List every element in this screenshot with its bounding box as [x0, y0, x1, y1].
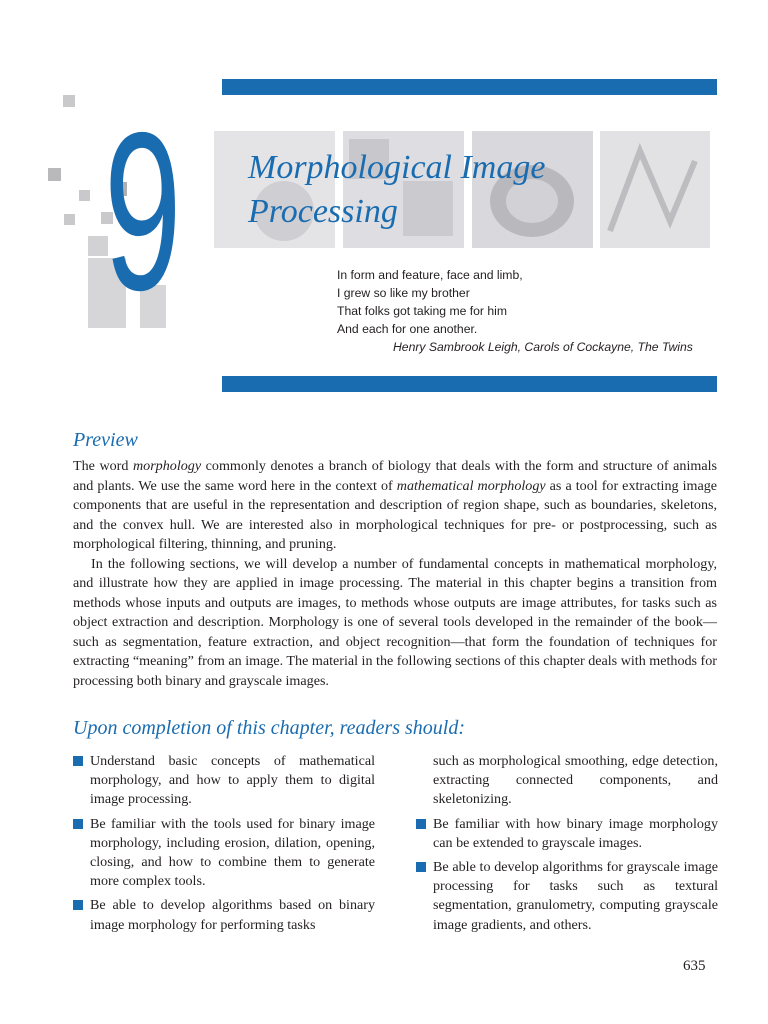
objective-continuation: such as morphological smoothing, edge detection, extracting connected components, and skeletonizing.: [433, 753, 718, 808]
epigraph-line: That folks got taking me for him: [337, 304, 508, 318]
epigraph: [337, 266, 717, 356]
blue-square-bullet-icon: [416, 862, 426, 872]
emphasis-term: mathematical morphology: [396, 477, 546, 494]
chapter-number: 9: [104, 85, 180, 337]
emphasis-term: morphology: [132, 458, 202, 474]
page-number: 635: [683, 958, 706, 974]
preview-paragraph: In the following sections, we will develop a number of fundamental concepts in mathematical morphology, and illustrate how they are applied in image processing. The material in this chapter begins a transition from methods whose inputs and outputs are images, to methods whose outputs are image attributes, for tasks such as object extraction and description. Morphology is one of several tools developed in the remainder of the book—such as segmentation, feature extraction, and object recognition—that form the foundation of techniques for extracting “meaning” from an image. The material in the following sections of this chapter deals with methods for processing both binary and grayscale images.: [73, 555, 717, 689]
blue-square-bullet-icon: [416, 819, 426, 829]
text-run: commonly denotes a branch of biology that deals with the form and structure of animals and plants. We use the same word here in the context of: [73, 458, 717, 494]
text-run: The word: [73, 458, 133, 474]
objective-item: [416, 858, 718, 935]
preview-body: [73, 457, 717, 691]
objective-text: Be familiar with how binary image morphology can be extended to grayscale images.: [433, 815, 718, 851]
header-rule-bottom: [222, 376, 717, 392]
preview-paragraph: [73, 457, 717, 555]
objective-item: [73, 815, 375, 892]
blue-square-bullet-icon: [73, 756, 83, 766]
epigraph-line: And each for one another.: [337, 322, 478, 336]
epigraph-line: In form and feature, face and limb,: [337, 268, 523, 282]
objective-text: Be able to develop algorithms based on binary image morphology for performing tasks: [90, 897, 375, 933]
chapter-title: [248, 146, 648, 234]
blue-square-bullet-icon: [73, 819, 83, 829]
objective-item: [73, 752, 375, 810]
chapter-title-line: Morphological Image: [248, 149, 546, 186]
text-run: as a tool for extracting image components that are useful in the representation and description of region shape, such as boundaries, skeletons, and the convex hull. We are interested also in morphological techniques for pre- or postprocessing, such as morphological filtering, thinning, and pruning.: [73, 477, 718, 552]
header-rule-top: [222, 79, 717, 95]
epigraph-line: I grew so like my brother: [337, 286, 470, 300]
blue-square-bullet-icon: [73, 900, 83, 910]
objectives-heading: Upon completion of this chapter, readers should:: [73, 717, 466, 739]
epigraph-attribution: Henry Sambrook Leigh, Carols of Cockayne, The Twins: [393, 340, 693, 354]
preview-heading: Preview: [73, 429, 138, 451]
objectives-right-column: [416, 752, 718, 940]
objective-text: Be able to develop algorithms for grayscale image processing for tasks such as textural segmentation, granulometry, computing grayscale image gradients, and others.: [433, 859, 718, 933]
objective-text: Understand basic concepts of mathematical morphology, and how to apply them to digital image processing.: [90, 753, 375, 808]
objective-item: [416, 815, 718, 853]
objective-item: [73, 896, 375, 934]
objectives-left-column: [73, 752, 375, 940]
objective-text: Be familiar with the tools used for binary image morphology, including erosion, dilation, opening, closing, and how to combine them to generate more complex tools.: [90, 815, 375, 890]
chapter-title-line: Processing: [248, 193, 398, 230]
